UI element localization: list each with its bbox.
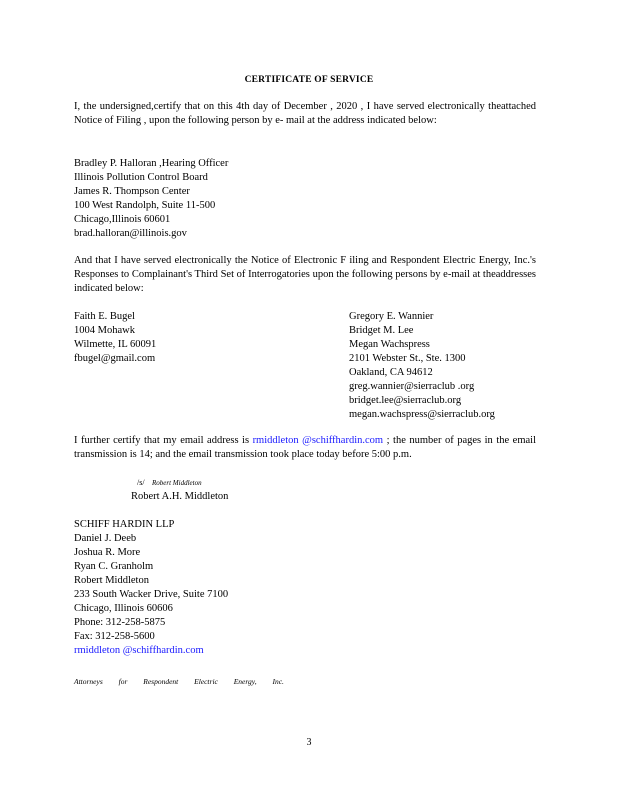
attorney-name: Joshua R. More — [74, 547, 141, 558]
signature-small-name: Robert Middleton — [152, 479, 202, 487]
certify-text: I further certify that my email address is — [74, 435, 253, 446]
address-line: Illinois Pollution Control Board — [74, 172, 208, 183]
recipients-left — [74, 310, 156, 366]
address-line: 100 West Randolph, Suite 11-500 — [74, 200, 216, 211]
email-link[interactable]: rmiddleton @schiffhardin.com — [252, 435, 384, 446]
address-line: 1004 Mohawk — [74, 325, 135, 336]
address-line: 2101 Webster St., Ste. 1300 — [349, 353, 466, 364]
address-line: Bridget M. Lee — [349, 325, 414, 336]
attorney-name: Ryan C. Granholm — [74, 561, 154, 572]
recipients-right — [349, 310, 495, 422]
firm-block — [74, 518, 228, 658]
certify-text: ; the number of pages in the email transmission is 14; and the email transmission took place today before 5:00 p.m. — [74, 435, 536, 460]
address-line: Bradley P. Halloran ,Hearing Officer — [74, 158, 229, 169]
email-address: megan.wachspress@sierraclub.org — [349, 409, 495, 420]
address-line: Gregory E. Wannier — [349, 311, 434, 322]
certify-paragraph — [74, 434, 536, 462]
attorney-name: Daniel J. Deeb — [74, 533, 137, 544]
email-address: bridget.lee@sierraclub.org — [349, 395, 462, 406]
attorney-name: Robert Middleton — [74, 575, 149, 586]
page-title: CERTIFICATE OF SERVICE — [244, 75, 374, 85]
address-line: Oakland, CA 94612 — [349, 367, 433, 378]
address-line: 233 South Wacker Drive, Suite 7100 — [74, 589, 229, 600]
address-line: Chicago,Illinois 60601 — [74, 214, 171, 225]
hearing-officer-address — [74, 157, 228, 241]
firm-name: SCHIFF HARDIN LLP — [74, 519, 175, 530]
address-line: Faith E. Bugel — [74, 311, 135, 322]
address-line: James R. Thompson Center — [74, 186, 190, 197]
address-line: Wilmette, IL 60091 — [74, 339, 157, 350]
second-paragraph: And that I have served electronically the Notice of Electronic F iling and Respondent Electric Energy, Inc.'s Responses to Complainant's Third Set of Interrogatories upon the following persons by e-mail at theaddresses indicated below: — [74, 255, 536, 294]
signature-name: Robert A.H. Middleton — [131, 491, 229, 502]
firm-email-link[interactable]: rmiddleton @schiffhardin.com — [74, 645, 204, 656]
signature-slash: /s/ — [137, 478, 145, 487]
intro-paragraph: I, the undersigned,certify that on this 4th day of December , 2020 , I have served electronically theattached Notice of Filing , upon the following person by e- mail at the address indicated below: — [74, 101, 536, 126]
email-address: fbugel@gmail.com — [74, 353, 156, 364]
page-number: 3 — [306, 737, 312, 748]
address-line: Megan Wachspress — [349, 339, 430, 350]
phone-line: Phone: 312-258-5875 — [74, 617, 166, 628]
attorneys-for-line: Attorneys for Respondent Electric Energy, Inc. — [74, 677, 284, 686]
address-line: Chicago, Illinois 60606 — [74, 603, 173, 614]
email-address: greg.wannier@sierraclub .org — [349, 381, 475, 392]
fax-line: Fax: 312-258-5600 — [74, 631, 155, 642]
email-address: brad.halloran@illinois.gov — [74, 228, 187, 239]
